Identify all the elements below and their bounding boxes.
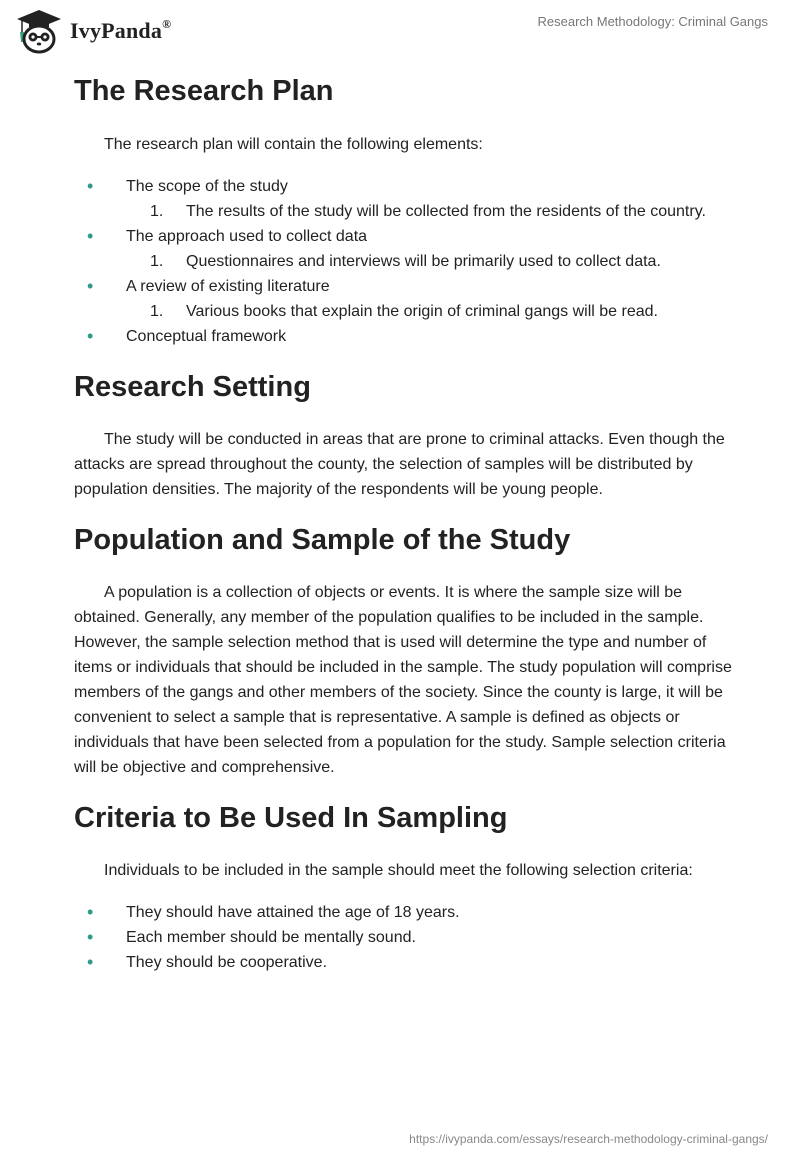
sub-list-item: 1. The results of the study will be collected from the residents of the country. <box>150 203 706 220</box>
list-item: • They should have attained the age of 18 years. <box>74 900 734 925</box>
section-heading-research-plan: The Research Plan <box>74 75 334 107</box>
brand-name: IvyPanda® <box>70 16 172 43</box>
research-plan-list <box>74 174 734 349</box>
document-title: Research Methodology: Criminal Gangs <box>537 14 768 29</box>
section-heading-population-sample: Population and Sample of the Study <box>74 524 571 556</box>
population-sample-paragraph: A population is a collection of objects or events. It is where the sample size will be obtained. Generally, any member of the population qualifies to be included in the sample. However, the sample selection method that is used will determine the type and number of items or individuals that should be included in the sample. The study population will comprise members of the gangs and other members of the society. Since the county is large, it will be convenient to select a sample that is representative. A sample is defined as objects or individuals that have been selected from a population for the study. Sample selection criteria will be objective and comprehensive. <box>74 584 732 776</box>
list-item: • A review of existing literature 1. Various books that explain the origin of criminal gangs will be read. <box>74 274 734 324</box>
sub-list <box>126 299 734 324</box>
essay-content <box>74 72 734 975</box>
sampling-criteria-intro: Individuals to be included in the sample should meet the following selection criteria: <box>104 862 693 879</box>
source-url[interactable]: https://ivypanda.com/essays/research-methodology-criminal-gangs/ <box>409 1132 768 1146</box>
research-setting-paragraph: The study will be conducted in areas that are prone to criminal attacks. Even though the attacks are spread throughout the county, the selection of samples will be distributed by population densities. The majority of the respondents will be young people. <box>74 431 725 498</box>
sub-list <box>126 249 734 274</box>
list-item: • The approach used to collect data 1. Questionnaires and interviews will be primarily used to collect data. <box>74 224 734 274</box>
list-item: • They should be cooperative. <box>74 950 734 975</box>
panda-graduate-icon <box>14 8 64 54</box>
list-item: • Conceptual framework <box>74 324 734 349</box>
sub-list <box>126 199 734 224</box>
section-heading-sampling-criteria: Criteria to Be Used In Sampling <box>74 802 508 834</box>
section-heading-research-setting: Research Setting <box>74 371 311 403</box>
page-header <box>0 0 800 60</box>
sub-list-item: 1. Questionnaires and interviews will be primarily used to collect data. <box>150 253 661 270</box>
list-item: • The scope of the study 1. The results of the study will be collected from the residents of the country. <box>74 174 734 224</box>
sampling-criteria-list <box>74 900 734 975</box>
sub-list-item: 1. Various books that explain the origin of criminal gangs will be read. <box>150 303 658 320</box>
research-plan-intro: The research plan will contain the following elements: <box>104 136 483 153</box>
logo[interactable] <box>14 8 171 54</box>
list-item: • Each member should be mentally sound. <box>74 925 734 950</box>
